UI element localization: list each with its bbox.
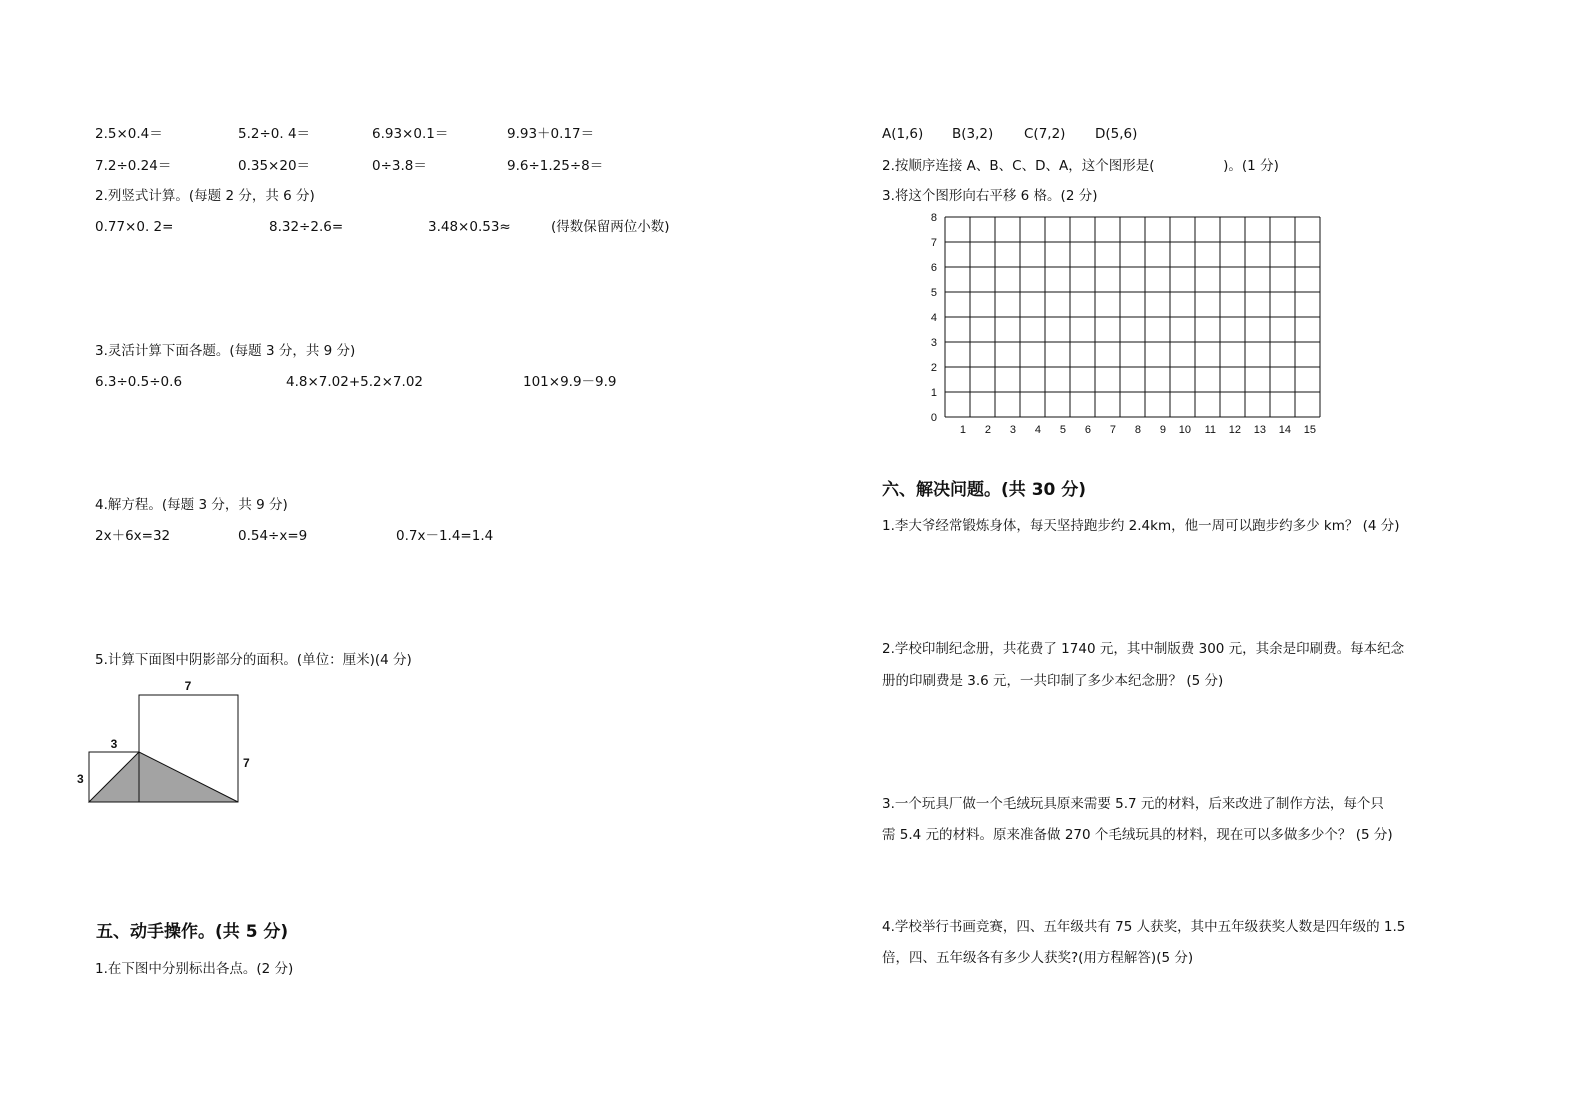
flexible-calc-item: 101×9.9－9.9	[523, 374, 617, 390]
y-tick-label: 3	[930, 337, 937, 349]
equation-item: 0.7x－1.4=1.4	[396, 528, 494, 544]
section-5-title: 五、动手操作。(共 5 分)	[96, 922, 289, 942]
x-tick-label: 10	[1178, 424, 1191, 436]
vertical-calc-item: 3.48×0.53≈	[428, 219, 511, 235]
x-tick-label: 5	[1059, 424, 1066, 436]
question-4-title: 4.解方程。(每题 3 分，共 9 分)	[95, 497, 288, 513]
point-a: A(1,6)	[882, 126, 924, 142]
y-tick-label: 7	[930, 237, 937, 249]
y-tick-label: 5	[930, 287, 937, 299]
x-tick-label: 7	[1109, 424, 1116, 436]
equation-item: 0.54÷x=9	[238, 528, 308, 544]
oral-item: 7.2÷0.24＝	[95, 158, 172, 174]
point-d: D(5,6)	[1095, 126, 1138, 142]
x-tick-label: 11	[1204, 424, 1216, 436]
label-small-top: 3	[110, 737, 118, 751]
oral-item: 0.35×20＝	[238, 158, 311, 174]
x-tick-label: 8	[1134, 424, 1141, 436]
x-tick-label: 2	[984, 424, 991, 436]
x-tick-label: 1	[959, 424, 966, 436]
section-6-title: 六、解决问题。(共 30 分)	[882, 480, 1087, 500]
shaded-area-figure	[70, 670, 260, 815]
x-tick-label: 3	[1009, 424, 1016, 436]
label-small-left: 3	[77, 772, 84, 786]
y-tick-label: 6	[930, 262, 937, 274]
problem-3-line-1: 3.一个玩具厂做一个毛绒玩具原来需要 5.7 元的材料，后来改进了制作方法，每个只	[882, 796, 1384, 812]
vertical-calc-item: 8.32÷2.6=	[269, 219, 344, 235]
question-3-title: 3.灵活计算下面各题。(每题 3 分，共 9 分)	[95, 343, 356, 359]
point-b: B(3,2)	[952, 126, 994, 142]
grid-question-3: 3.将这个图形向右平移 6 格。(2 分)	[882, 188, 1098, 204]
y-tick-label: 1	[930, 387, 937, 399]
oral-item: 6.93×0.1＝	[372, 126, 449, 142]
flexible-calc-item: 6.3÷0.5÷0.6	[95, 374, 183, 390]
flexible-calc-item: 4.8×7.02+5.2×7.02	[286, 374, 423, 390]
oral-item: 9.93＋0.17＝	[507, 126, 595, 142]
question-2-title: 2.列竖式计算。(每题 2 分，共 6 分)	[95, 188, 315, 204]
oral-item: 0÷3.8＝	[372, 158, 427, 174]
y-tick-label: 8	[930, 212, 937, 224]
oral-item: 9.6÷1.25÷8＝	[507, 158, 604, 174]
x-tick-label: 13	[1253, 424, 1266, 436]
shaded-triangle	[89, 752, 238, 802]
question-5-title: 5.计算下面图中阴影部分的面积。(单位：厘米)(4 分)	[95, 652, 412, 668]
x-tick-label: 4	[1034, 424, 1041, 436]
problem-3-line-2: 需 5.4 元的材料。原来准备做 270 个毛绒玩具的材料，现在可以多做多少个？ (5 分)	[882, 827, 1393, 843]
y-tick-label: 2	[930, 362, 937, 374]
point-c: C(7,2)	[1024, 126, 1066, 142]
x-tick-label: 14	[1278, 424, 1291, 436]
oral-item: 5.2÷0. 4＝	[238, 126, 311, 142]
grid-question-2: 2.按顺序连接 A、B、C、D、A，这个图形是( )。(1 分)	[882, 158, 1279, 174]
problem-4-line-1: 4.学校举行书画竞赛，四、五年级共有 75 人获奖，其中五年级获奖人数是四年级的 1.5	[882, 919, 1406, 935]
x-tick-label: 15	[1303, 424, 1316, 436]
rounding-note: (得数保留两位小数)	[551, 219, 670, 235]
vertical-calc-item: 0.77×0. 2=	[95, 219, 174, 235]
y-tick-label: 0	[930, 412, 937, 424]
oral-item: 2.5×0.4＝	[95, 126, 163, 142]
x-tick-label: 12	[1228, 424, 1241, 436]
label-big-right: 7	[243, 756, 250, 770]
problem-2-line-2: 册的印刷费是 3.6 元，一共印制了多少本纪念册？ (5 分)	[882, 673, 1224, 689]
x-tick-label: 9	[1159, 424, 1166, 436]
coordinate-grid	[920, 206, 1330, 438]
label-big-top: 7	[184, 679, 192, 693]
problem-2-line-1: 2.学校印制纪念册，共花费了 1740 元，其中制版费 300 元，其余是印刷费。每本纪念	[882, 641, 1405, 657]
y-tick-label: 4	[930, 312, 937, 324]
x-tick-label: 6	[1084, 424, 1091, 436]
problem-1: 1.李大爷经常锻炼身体，每天坚持跑步约 2.4km，他一周可以跑步约多少 km？ (4 分)	[882, 518, 1400, 534]
problem-4-line-2: 倍，四、五年级各有多少人获奖?(用方程解答)(5 分)	[882, 950, 1194, 966]
equation-item: 2x＋6x=32	[95, 528, 171, 544]
section-5-question-1: 1.在下图中分别标出各点。(2 分)	[95, 961, 294, 977]
